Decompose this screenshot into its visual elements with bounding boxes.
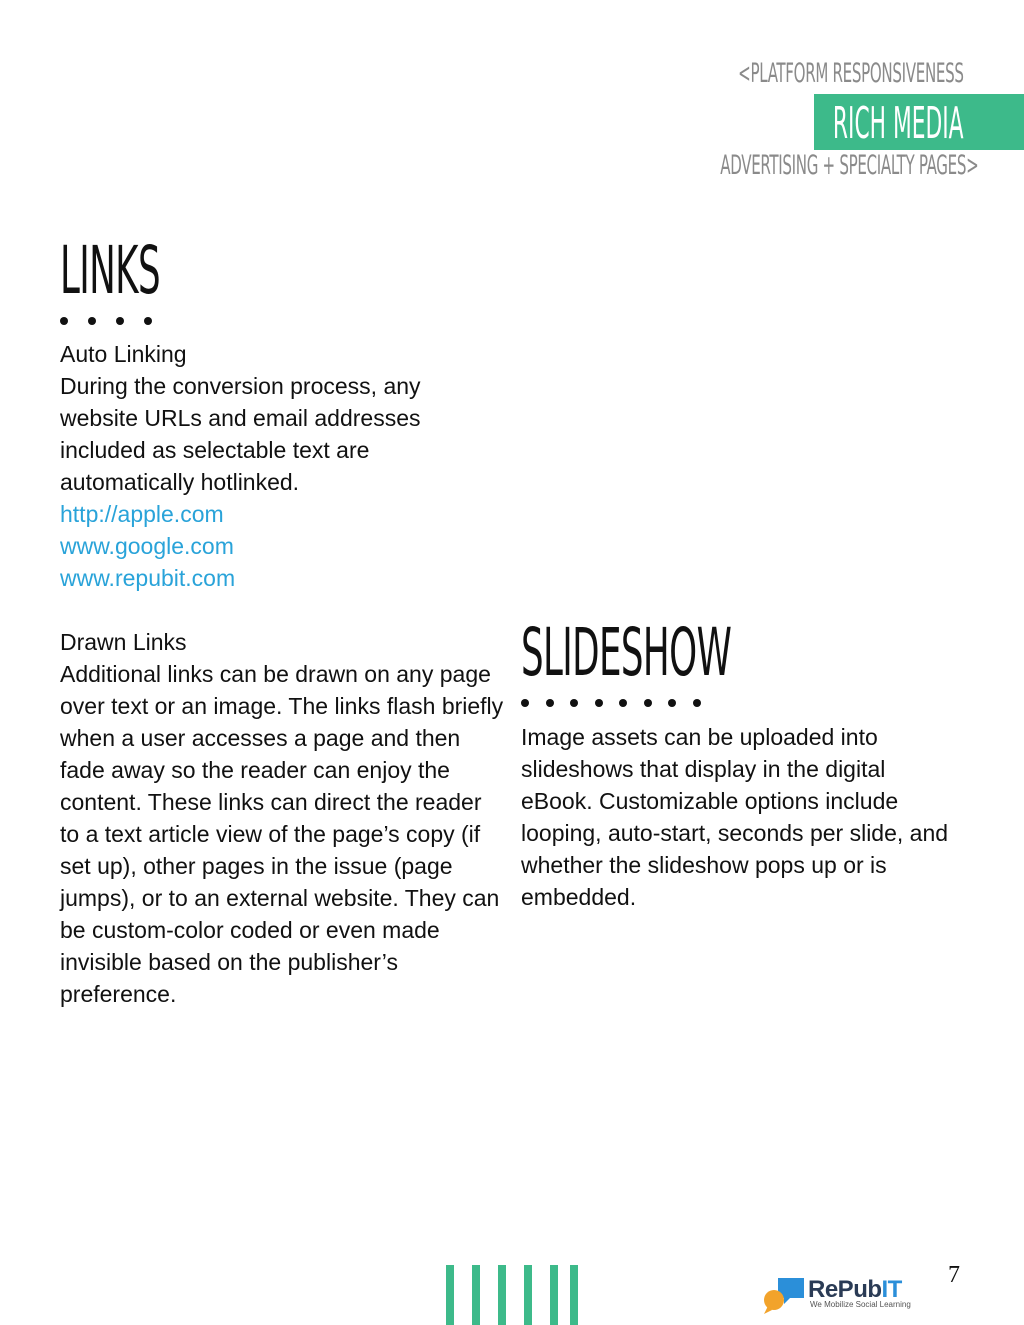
decorative-bar <box>550 1265 558 1325</box>
dot-divider <box>116 317 124 325</box>
paragraph-spacer <box>60 594 505 626</box>
dot-divider <box>546 699 554 707</box>
auto-linking-body: During the conversion process, any website URLs and email addresses included as selectable text are automatically hotlinked. <box>60 373 421 495</box>
logo-tagline: We Mobilize Social Learning <box>810 1300 911 1309</box>
dot-divider <box>644 699 652 707</box>
links-copy <box>60 338 505 1010</box>
dot-divider <box>521 699 529 707</box>
dot-divider <box>619 699 627 707</box>
dot-divider <box>668 699 676 707</box>
dot-divider <box>60 317 68 325</box>
drawn-links-heading: Drawn Links <box>60 629 187 655</box>
next-section-link[interactable]: ADVERTISING + SPECIALTY PAGES> <box>719 150 978 181</box>
link-apple[interactable]: http://apple.com <box>60 501 224 527</box>
dot-divider <box>595 699 603 707</box>
slideshow-body: Image assets can be uploaded into slideshows that display in the digital eBook. Customizable options include looping, auto-start, seconds per slide, and whether the slideshow pops up or is embedded. <box>521 724 949 910</box>
slideshow-heading: SLIDESHOW <box>521 614 732 691</box>
page-number: 7 <box>948 1262 960 1288</box>
link-repubit[interactable]: www.repubit.com <box>60 565 236 591</box>
auto-linking-heading: Auto Linking <box>60 341 187 367</box>
repubit-logo <box>762 1276 922 1316</box>
decorative-bar <box>570 1265 578 1325</box>
slideshow-copy <box>521 721 961 913</box>
previous-section-link[interactable]: <PLATFORM RESPONSIVENESS <box>738 58 964 89</box>
decorative-bar <box>446 1265 454 1325</box>
current-section-title: RICH MEDIA <box>833 98 964 149</box>
decorative-bar <box>472 1265 480 1325</box>
dot-divider <box>144 317 152 325</box>
slideshow-heading-dots <box>521 699 711 709</box>
speech-bubbles-icon <box>762 1276 806 1316</box>
link-google[interactable]: www.google.com <box>60 533 234 559</box>
decorative-bar <box>524 1265 532 1325</box>
dot-divider <box>570 699 578 707</box>
links-heading-dots <box>60 317 160 327</box>
logo-wordmark-repub: RePub <box>808 1276 882 1303</box>
dot-divider <box>88 317 96 325</box>
decorative-bar <box>498 1265 506 1325</box>
drawn-links-body: Additional links can be drawn on any page over text or an image. The links flash briefly when a user accesses a page and then fade away so the reader can enjoy the content. These links can direct the reader to a text article view of the page’s copy (if set up), other pages in the issue (page jumps), or to an external website. They can be custom-color coded or even made invisible based on the publisher’s preference. <box>60 661 504 1007</box>
logo-wordmark-it: IT <box>881 1276 902 1303</box>
links-heading: LINKS <box>60 232 160 309</box>
dot-divider <box>693 699 701 707</box>
